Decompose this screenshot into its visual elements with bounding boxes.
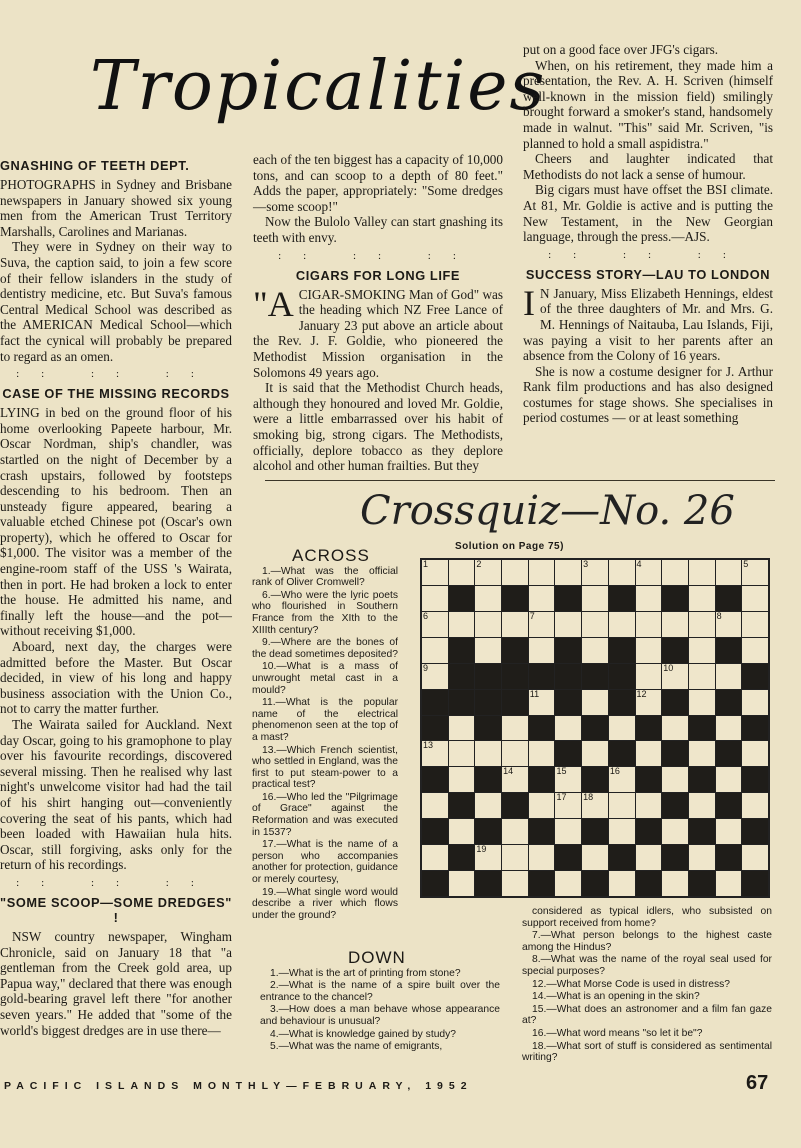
grid-cell [609,560,635,585]
grid-cell [742,716,768,741]
grid-cell [662,716,688,741]
grid-cell [475,819,501,844]
cell-number: 2 [476,559,482,569]
grid-cell [689,586,715,611]
grid-cell [502,716,528,741]
grid-cell [475,767,501,792]
grid-cell [449,716,475,741]
grid-cell [636,767,662,792]
grid-cell [475,871,501,896]
grid-cell [555,664,581,689]
grid-cell [475,664,501,689]
cell-number: 18 [583,792,594,803]
grid-cell [636,690,662,715]
cell-number: 5 [743,559,749,569]
down-heading: DOWN [348,948,406,967]
heading-success-story: SUCCESS STORY—LAU TO LONDON [525,266,771,282]
grid-cell [636,716,662,741]
grid-cell [449,741,475,766]
grid-cell [582,690,608,715]
heading-missing-records: CASE OF THE MISSING RECORDS [2,386,230,402]
grid-cell [529,664,555,689]
paragraph: The Wairata sailed for Auckland. Next day Oscar, going to his gramophone to play over his favourite recordings, discovered several missing. Then he realised why last night's unwelcome visitor had had the tail of his shirt hanging out—conveniently covering the seat of his pants, which had been loaded with Hawaiian hula hits. Oscar, still forgiving, asks only for the return of his recordings. [0,717,232,873]
grid-cell [609,716,635,741]
grid-cell [742,612,768,637]
grid-cell [689,690,715,715]
grid-cell [502,664,528,689]
grid-cell [449,638,475,663]
grid-cell [662,638,688,663]
grid-cell [689,664,715,689]
section-separator: :: :: :: [16,368,216,381]
grid-cell [636,741,662,766]
grid-cell [529,793,555,818]
grid-cell [662,664,688,689]
down-clue: 14.—What is an opening in the skin? [532,991,700,1003]
grid-cell [716,690,742,715]
across-clue: 13.—Which French scientist, who settled in England, was the first to put steam-power to a practical test? [252,744,398,791]
section-separator: :: :: :: [278,249,478,262]
grid-cell [555,741,581,766]
grid-cell [422,612,448,637]
across-clue: 9.—Where are the bones of the dead sometimes deposited? [252,637,398,660]
grid-cell [475,560,501,585]
grid-cell [636,612,662,637]
grid-cell [609,793,635,818]
grid-cell [742,638,768,663]
grid-cell [716,871,742,896]
grid-cell [609,767,635,792]
down-clue: considered as typical idlers, who subsisted on support received from home? [522,906,772,929]
heading-cigars: CIGARS FOR LONG LIFE [295,267,461,283]
down-clue: 2.—What is the name of a spire built over the entrance to the chancel? [260,980,500,1003]
grid-cell [502,586,528,611]
column-2 [253,152,503,474]
grid-cell [422,638,448,663]
grid-cell [555,845,581,870]
grid-cell [609,845,635,870]
grid-cell [582,560,608,585]
grid-cell [582,612,608,637]
grid-cell [555,793,581,818]
section-divider [265,480,775,481]
across-clue: 19.—What single word would describe a river which flows under the ground? [252,886,398,921]
grid-cell [716,586,742,611]
grid-cell [422,819,448,844]
grid-cell [555,690,581,715]
grid-cell [475,586,501,611]
grid-cell [449,871,475,896]
cell-number: 4 [636,559,642,569]
grid-cell [716,767,742,792]
cell-number: 10 [663,662,674,673]
paragraph: It is said that the Methodist Church heads, although they honoured and loved Mr. Goldie, were a little embarrassed over his habit of smoking big, strong cigars. The Methodists, officially, deplore tobacco as they deplore alcohol and other human frailties. But they [253,380,503,474]
grid-cell [742,793,768,818]
grid-cell [555,767,581,792]
paragraph: Now the Bulolo Valley can start gnashing its teeth with envy. [253,214,503,245]
grid-cell [742,845,768,870]
grid-cell [555,871,581,896]
grid-cell [529,741,555,766]
grid-cell [662,819,688,844]
grid-cell [636,819,662,844]
grid-cell [475,690,501,715]
grid-cell [449,819,475,844]
page-footer: PACIFIC ISLANDS MONTHLY—FEBRUARY, 1952 [4,1080,473,1092]
across-clue: 17.—What is the name of a person who accompanies another for protection, guidance or merely courtesy, [252,839,398,886]
grid-cell [582,638,608,663]
down-clue: 16.—What word means "so let it be"? [532,1027,703,1039]
grid-cell [422,560,448,585]
grid-cell [555,819,581,844]
grid-cell [742,819,768,844]
grid-cell [716,664,742,689]
grid-cell [422,871,448,896]
cell-number: 6 [423,610,429,621]
grid-cell [609,664,635,689]
grid-cell [689,871,715,896]
paragraph: PHOTOGRAPHS in Sydney and Brisbane newspapers in January showed six young men from the American Trust Territory Marshalls, Carolines and Marianas. [0,177,232,239]
solution-note: Solution on Page 75) [455,541,564,552]
page-number: 67 [746,1072,769,1094]
grid-cell [529,819,555,844]
grid-cell [716,741,742,766]
section-separator: :: :: :: [16,876,216,889]
down-clue: 5.—What was the name of emigrants, [270,1041,443,1053]
grid-cell [582,819,608,844]
cell-number: 19 [476,844,487,855]
grid-cell [475,741,501,766]
grid-cell [636,845,662,870]
paragraph: She is now a costume designer for J. Arthur Rank film productions and has also designed costumes for stage shows. She specialises in period costumes — or at least something [523,363,773,426]
paragraph: They were in Sydney on their way to Suva, the caption said, to join a few score of their fellow islanders in the study of dentistry medicine, etc. But Suva's famous Central Medical School was described as the AMERICAN Medical School—which fact the cynical will probably be prepared to regard as an omen. [0,239,232,364]
grid-cell [502,767,528,792]
grid-cell [422,767,448,792]
column-3 [523,42,773,426]
paragraph: put on a good face over JFG's cigars. [523,42,719,57]
down-clue: 3.—How does a man behave whose appearance and behaviour is unusual? [260,1004,500,1027]
grid-cell [502,741,528,766]
down-clue: 4.—What is knowledge gained by study? [270,1028,457,1040]
down-clues-left [260,948,500,1054]
grid-cell [689,845,715,870]
grid-cell [662,586,688,611]
grid-cell [555,586,581,611]
grid-cell [716,638,742,663]
grid-cell [555,638,581,663]
grid-cell [742,586,768,611]
grid-cell [502,560,528,585]
masthead-title: Tropicalities [90,47,547,126]
grid-cell [529,845,555,870]
grid-cell [689,560,715,585]
cell-number: 8 [716,610,722,621]
cell-number: 11 [529,688,540,699]
grid-cell [449,612,475,637]
grid-cell [662,871,688,896]
grid-cell [422,741,448,766]
grid-cell [582,767,608,792]
cell-number: 12 [636,688,647,699]
grid-cell [636,586,662,611]
grid-cell [529,586,555,611]
grid-cell [662,845,688,870]
grid-cell [716,819,742,844]
grid-cell [689,612,715,637]
down-clue: 1.—What is the art of printing from stone? [270,967,461,979]
grid-cell [742,741,768,766]
paragraph: NSW country newspaper, Wingham Chronicle, said on January 18 that "a gentleman from the Creek gold area, up Papua way," declared that there was enough gold-bearing gravel left there "for another seven years." He added that "some of the world's biggest dredges are in use there— [0,928,232,1038]
grid-cell [422,845,448,870]
grid-cell [689,793,715,818]
grid-cell [475,793,501,818]
grid-cell [529,690,555,715]
grid-cell [582,793,608,818]
grid-cell [742,690,768,715]
grid-cell [502,871,528,896]
paragraph: LYING in bed on the ground floor of his home overlooking Papeete harbour, Mr. Oscar Nordman, ship's chandler, was startled on the night of December by a crash upstairs, followed by footsteps descending to his bedroom. Then an unsteady figure appeared, bearing a valuable etched Chinese pot (Oscar's own property), which he offered to Oscar for $1,000. The visitor was a member of the engine-room staff of the USS 's Wairata, then in port. He had broken a lock to enter the house. He admitted his name, and finally left the house—and the pot—without receiving $1,000. [0,405,232,639]
grid-cell [502,612,528,637]
grid-cell [555,560,581,585]
paragraph: Aboard, next day, the charges were admitted before the Master. But Oscar decided, in view of his long and happy business association with the Union Co., not to carry the matter further. [0,639,232,717]
cell-number: 17 [556,792,567,803]
grid-cell [662,560,688,585]
down-clue: 15.—What does an astronomer and a film fan gaze at? [522,1003,772,1027]
grid-cell [502,793,528,818]
across-clue: 16.—Who led the "Pilgrimage of Grace" against the Reformation and was executed in 1537? [252,791,398,838]
grid-cell [689,638,715,663]
grid-cell [502,690,528,715]
grid-cell [636,560,662,585]
drop-cap: I [523,282,535,323]
grid-cell [742,767,768,792]
grid-cell [449,845,475,870]
grid-cell [529,560,555,585]
paragraph: N January, Miss Elizabeth Hennings, eldest of the three daughters of Mr. and Mrs. G. M. Hennings of Naitauba, Lau Islands, Fiji, was paying a visit to her parents after an absence from the Colony of 16 years. [523,285,773,364]
cell-number: 1 [423,559,429,569]
grid-cell [555,716,581,741]
grid-cell [609,741,635,766]
grid-cell [449,664,475,689]
paragraph: each of the ten biggest has a capacity of 10,000 tons, and can scoop to a depth of 80 feet." Adds the paper, appropriately: "Some dredges—some scoop!" [253,152,503,214]
grid-cell [529,716,555,741]
grid-cell [689,716,715,741]
grid-cell [475,845,501,870]
grid-cell [636,664,662,689]
grid-cell [609,871,635,896]
paragraph: Cheers and laughter indicated that Methodists do not lack a sense of humour. [523,151,773,182]
grid-cell [636,871,662,896]
grid-cell [475,612,501,637]
grid-cell [529,767,555,792]
grid-cell [689,767,715,792]
grid-cell [422,664,448,689]
grid-cell [422,690,448,715]
cell-number: 16 [609,766,620,777]
cell-number: 7 [529,610,535,621]
grid-cell [582,664,608,689]
heading-gnashing: GNASHING OF TEETH DEPT. [0,158,190,173]
grid-cell [609,690,635,715]
heading-some-scoop: "SOME SCOOP—SOME DREDGES" ! [0,894,232,925]
grid-cell [422,716,448,741]
grid-cell [422,586,448,611]
grid-cell [716,612,742,637]
grid-cell [662,741,688,766]
paragraph: Big cigars must have offset the BSI climate. At 81, Mr. Goldie is active and is putting the New Testament, in the New Georgian language, through the press.—AJS. [523,182,773,245]
cell-number: 9 [423,662,429,673]
section-separator: :: :: :: [548,248,748,261]
across-clue: 10.—What is a mass of unwrought metal cast in a mould? [252,661,398,696]
grid-cell [449,586,475,611]
grid-cell [502,638,528,663]
drop-cap: "A [253,283,294,324]
grid-cell [582,716,608,741]
cell-number: 15 [556,766,567,777]
column-1 [0,152,232,1038]
down-clue: 12.—What Morse Code is used in distress? [532,978,731,990]
across-clue: 11.—What is the popular name of the electrical phenomenon seen at the top of a mast? [252,697,398,743]
grid-cell [582,871,608,896]
grid-cell [582,586,608,611]
cell-number: 3 [583,559,589,569]
grid-cell [422,793,448,818]
down-clues-right [522,906,772,1065]
grid-cell [529,871,555,896]
cell-number: 13 [423,740,434,751]
grid-cell [529,638,555,663]
crossword-grid [420,558,770,898]
grid-cell [555,612,581,637]
grid-cell [636,638,662,663]
grid-cell [449,560,475,585]
grid-cell [716,716,742,741]
grid-cell [662,767,688,792]
across-clue: 1.—What was the official rank of Oliver Cromwell? [252,565,398,589]
paragraph: CIGAR-SMOKING Man of God" was the heading which NZ Free Lance of January 23 put above an article about the Rev. J. F. Goldie, who pioneered the Methodist Mission organisation in the Solomons 49 years ago. [253,286,503,380]
grid-cell [662,793,688,818]
grid-cell [662,690,688,715]
grid-cell [742,560,768,585]
crossquiz-title: Crossquiz—No. 26 [360,488,735,534]
grid-cell [636,793,662,818]
across-clue: 6.—Who were the lyric poets who flourished in Southern France from the XIth to the XIIIth century? [252,589,398,636]
grid-cell [609,819,635,844]
across-heading: ACROSS [292,546,370,565]
grid-cell [609,612,635,637]
grid-cell [716,560,742,585]
grid-cell [716,793,742,818]
down-clue: 7.—What person belongs to the highest caste among the Hindus? [522,930,772,953]
down-clue: 18.—What sort of stuff is considered as sentimental writing? [522,1040,772,1064]
grid-cell [502,819,528,844]
grid-cell [529,612,555,637]
grid-cell [475,638,501,663]
paragraph: When, on his retirement, they made him a presentation, the Rev. A. H. Scriven (himself well-known in the mission field) smilingly brought forward a smoker's stand, handsomely made in walnut. "This" said Mr. Scriven, "is planned to hold a small aspidistra." [523,57,773,151]
grid-cell [475,716,501,741]
grid-cell [502,845,528,870]
grid-cell [609,586,635,611]
grid-cell [449,793,475,818]
grid-cell [689,741,715,766]
down-clue: 8.—What was the name of the royal seal used for special purposes? [522,954,772,977]
grid-cell [742,871,768,896]
across-clues [252,546,398,922]
cell-number: 14 [503,766,514,777]
grid-cell [609,638,635,663]
grid-cell [742,664,768,689]
grid-cell [662,612,688,637]
grid-cell [582,845,608,870]
grid-cell [716,845,742,870]
grid-cell [689,819,715,844]
grid-cell [582,741,608,766]
grid-cell [449,690,475,715]
grid-cell [449,767,475,792]
